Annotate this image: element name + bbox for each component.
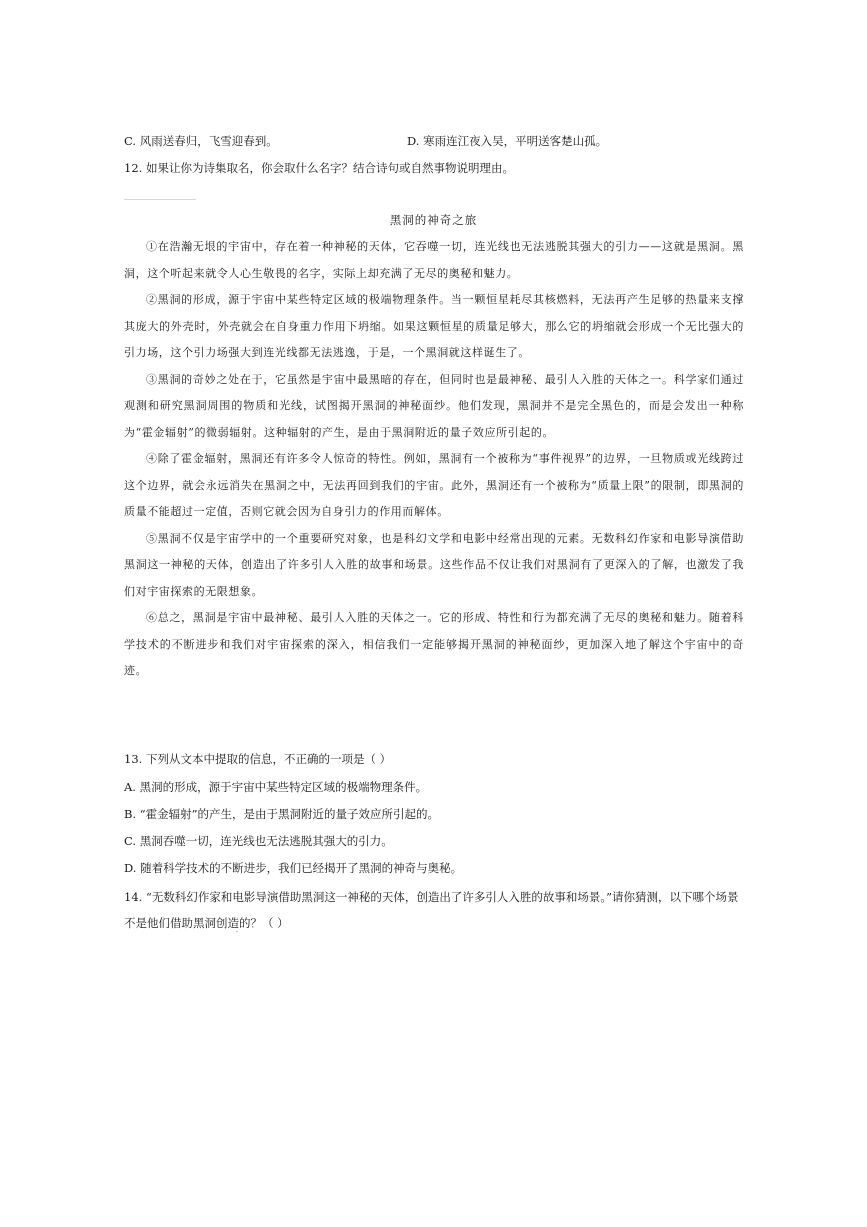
passage-paragraph-4: ④除了霍金辐射，黑洞还有许多令人惊奇的特性。例如，黑洞有一个被称为“事件视界”的边界，一旦物质或光线跨过这个边界，就会永远消失在黑洞之中，无法再回到我们的宇宙。此外，黑洞还有一个被称为“质量上限”的限制，即黑洞的质量不能超过一定值，否则它就会因为自身引力的作用而解体。: [124, 452, 744, 518]
passage-paragraph-2: ②黑洞的形成，源于宇宙中某些特定区域的极端物理条件。当一颗恒星耗尽其核燃料，无法再产生足够的热量来支撑其庞大的外壳时，外壳就会在自身重力作用下坍缩。如果这颗恒星的质量足够大，那么它的坍缩就会形成一个无比强大的引力场，这个引力场强大到连光线都无法逃逸，于是，一个黑洞就这样诞生了。: [124, 293, 744, 359]
q14-stem: 14. “无数科幻作家和电影导演借助黑洞这一神秘的天体，创造出了许多引人入胜的故事和场景。”请你猜测，以下哪个场景不是他们借助黑洞创造的？（ ）: [124, 890, 739, 930]
q13-option-c: C. 黑洞吞噬一切，连光线也无法逃脱其强大的引力。: [124, 834, 393, 848]
passage-paragraph-1: ①在浩瀚无垠的宇宙中，存在着一种神秘的天体，它吞噬一切，连光线也无法逃脱其强大的引力——这就是黑洞。黑洞，这个听起来就令人心生敬畏的名字，实际上却充满了无尽的奥秘和魅力。: [124, 240, 744, 280]
passage-paragraph-6: ⑥总之，黑洞是宇宙中最神秘、最引人入胜的天体之一。它的形成、特性和行为都充满了无尽的奥秘和魅力。随着科学技术的不断进步和我们对宇宙探索的深入，相信我们一定能够揭开黑洞的神秘面纱，更加深入地了解这个宇宙中的奇迹。: [124, 611, 744, 677]
passage-title: 黑洞的神奇之旅: [389, 213, 478, 227]
passage-paragraph-3: ③黑洞的奇妙之处在于，它虽然是宇宙中最黑暗的存在，但同时也是最神秘、最引人入胜的天体之一。科学家们通过观测和研究黑洞周围的物质和光线，试图揭开黑洞的神秘面纱。他们发现，黑洞并不是完全黑色的，而是会发出一种称为“霍金辐射”的微弱辐射。这种辐射的产生，是由于黑洞附近的量子效应所引起的。: [124, 372, 744, 439]
q13-option-d: D. 随着科学技术的不断进步，我们已经揭开了黑洞的神奇与奥秘。: [124, 861, 463, 875]
q12-question: 12. 如果让你为诗集取名，你会取什么名字？结合诗句或自然事物说明理由。: [124, 161, 514, 175]
page-dot-mark: ·: [236, 929, 238, 936]
q11-option-c: C. 风雨送春归，飞雪迎春到。: [124, 134, 278, 148]
section-divider: [124, 199, 196, 200]
q13-stem: 13. 下列从文本中提取的信息，不正确的一项是（ ）: [124, 752, 392, 766]
passage-paragraph-5: ⑤黑洞不仅是宇宙学中的一个重要研究对象，也是科幻文学和电影中经常出现的元素。无数科幻作家和电影导演借助黑洞这一神秘的天体，创造出了许多引人入胜的故事和场景。这些作品不仅让我们对黑洞有了更深入的了解，也激发了我们对宇宙探索的无限想象。: [124, 531, 744, 598]
q13-option-b: B. “霍金辐射”的产生，是由于黑洞附近的量子效应所引起的。: [124, 807, 440, 821]
passage-body: [124, 234, 744, 685]
q13-option-a: A. 黑洞的形成，源于宇宙中某些特定区域的极端物理条件。: [124, 780, 428, 794]
q11-option-d: D. 寒雨连江夜入吴，平明送客楚山孤。: [407, 134, 608, 148]
